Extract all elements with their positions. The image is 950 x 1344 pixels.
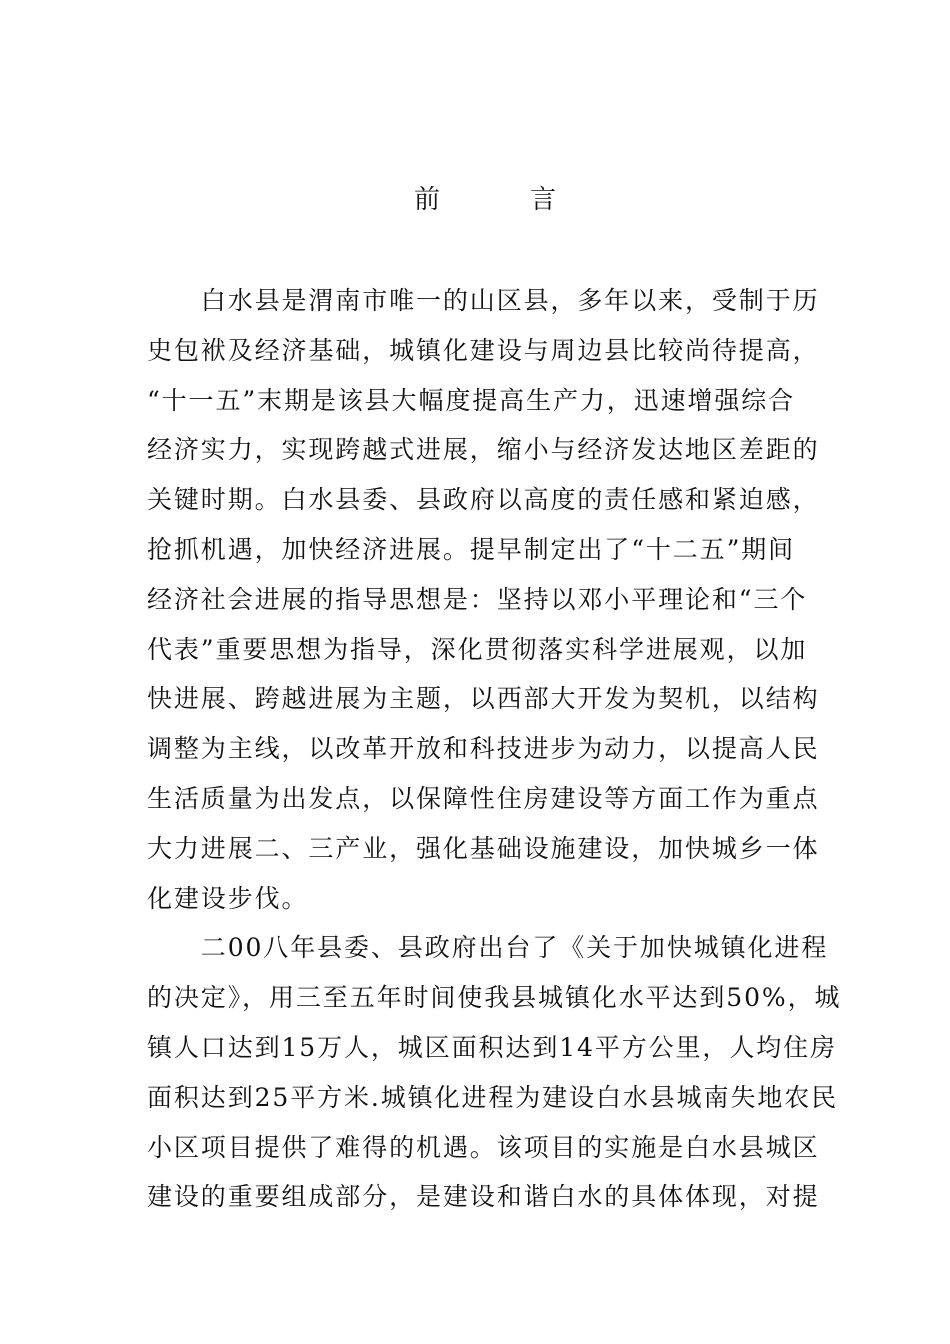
text-line: 建设的重要组成部分，是建设和谐白水的具体体现，对提: [147, 1182, 820, 1212]
text-line: “十一五”末期是该县大幅度提高生产力，迅速增强综合: [147, 385, 796, 415]
text-line: 调整为主线，以改革开放和科技进步为动力，以提高人民: [147, 734, 820, 764]
text-line: 经济社会进展的指导思想是：坚持以邓小平理论和“三个: [147, 584, 808, 614]
text-line: 史包袱及经济基础，城镇化建设与周边县比较尚待提高，: [147, 335, 820, 365]
text-line: 快进展、跨越进展为主题，以西部大开发为契机，以结构: [147, 684, 820, 714]
page-title: [0, 180, 950, 220]
text-line: 抢抓机遇，加快经济进展。提早制定出了“十二五”期间: [147, 534, 796, 564]
text-line: 面积达到25平方米.城镇化进程为建设白水县城南失地农民: [147, 1082, 839, 1112]
title-char-2: 言: [530, 185, 557, 215]
body-text: [147, 276, 842, 1222]
text-line: 关键时期。白水县委、县政府以高度的责任感和紧迫感，: [147, 485, 820, 515]
text-line: 经济实力，实现跨越式进展，缩小与经济发达地区差距的: [147, 435, 820, 465]
title-char-1: 前: [414, 185, 441, 215]
text-line: 化建设步伐。: [147, 883, 309, 913]
text-line: 镇人口达到15万人，城区面积达到14平方公里，人均住房: [147, 1032, 837, 1062]
text-line: 二00八年县委、县政府出台了《关于加快城镇化进程: [147, 933, 829, 963]
text-line: 生活质量为出发点，以保障性住房建设等方面工作为重点: [147, 783, 820, 813]
text-line: 代表”重要思想为指导，深化贯彻落实科学进展观，以加: [147, 634, 808, 664]
text-line: 的决定》，用三至五年时间使我县城镇化水平达到50%，城: [147, 983, 842, 1013]
text-line: 白水县是渭南市唯一的山区县，多年以来，受制于历: [147, 286, 820, 315]
text-line: 大力进展二、三产业，强化基础设施建设，加快城乡一体: [147, 833, 820, 863]
text-line: 小区项目提供了难得的机遇。该项目的实施是白水县城区: [147, 1132, 820, 1162]
